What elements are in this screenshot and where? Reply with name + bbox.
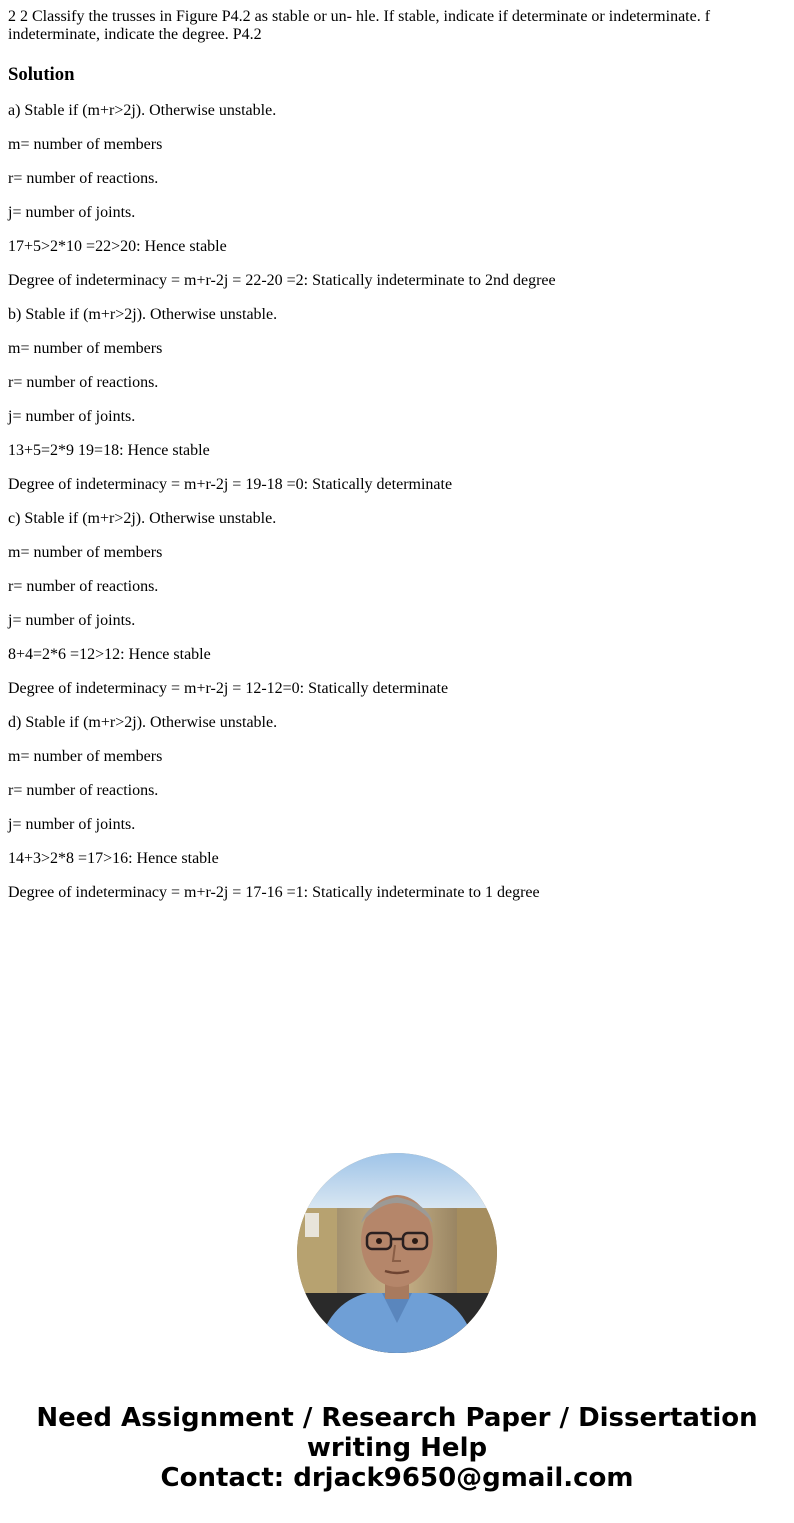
footer-line-2: writing Help <box>306 1433 488 1463</box>
document-content <box>8 8 768 918</box>
solution-line: j= number of joints. <box>8 816 136 833</box>
author-photo <box>297 1153 497 1353</box>
avatar <box>297 1153 497 1353</box>
solution-line: j= number of joints. <box>8 408 136 425</box>
solution-line: Degree of indeterminacy = m+r-2j = 17-16 =1: Statically indeterminate to 1 degree <box>8 884 540 901</box>
contact-banner <box>0 1403 794 1493</box>
solution-line: m= number of members <box>8 748 163 765</box>
solution-line: Degree of indeterminacy = m+r-2j = 19-18 =0: Statically determinate <box>8 476 453 493</box>
solution-heading: Solution <box>8 64 75 85</box>
solution-line: 13+5=2*9 19=18: Hence stable <box>8 442 210 459</box>
footer-line-1: Need Assignment / Research Paper / Dissertation <box>36 1403 758 1433</box>
solution-line: j= number of joints. <box>8 204 136 221</box>
solution-line: j= number of joints. <box>8 612 136 629</box>
solution-line: m= number of members <box>8 136 163 153</box>
solution-line: r= number of reactions. <box>8 170 159 187</box>
solution-body <box>8 102 768 902</box>
solution-line: r= number of reactions. <box>8 374 159 391</box>
solution-line: Degree of indeterminacy = m+r-2j = 12-12=0: Statically determinate <box>8 680 449 697</box>
solution-line: r= number of reactions. <box>8 578 159 595</box>
footer-contact: Contact: drjack9650@gmail.com <box>160 1463 634 1493</box>
solution-line: m= number of members <box>8 544 163 561</box>
solution-line: a) Stable if (m+r>2j). Otherwise unstable. <box>8 102 277 119</box>
solution-line: 17+5>2*10 =22>20: Hence stable <box>8 238 227 255</box>
solution-line: m= number of members <box>8 340 163 357</box>
solution-line: b) Stable if (m+r>2j). Otherwise unstable. <box>8 306 278 323</box>
question-text: 2 2 Classify the trusses in Figure P4.2 as stable or un- hle. If stable, indicate if determinate or indeterminate. f indeterminate, indicate the degree. P4.2 <box>8 8 711 43</box>
solution-line: 14+3>2*8 =17>16: Hence stable <box>8 850 219 867</box>
solution-line: r= number of reactions. <box>8 782 159 799</box>
solution-line: Degree of indeterminacy = m+r-2j = 22-20 =2: Statically indeterminate to 2nd degree <box>8 272 556 289</box>
solution-line: 8+4=2*6 =12>12: Hence stable <box>8 646 211 663</box>
solution-line: d) Stable if (m+r>2j). Otherwise unstable. <box>8 714 278 731</box>
solution-line: c) Stable if (m+r>2j). Otherwise unstable. <box>8 510 277 527</box>
